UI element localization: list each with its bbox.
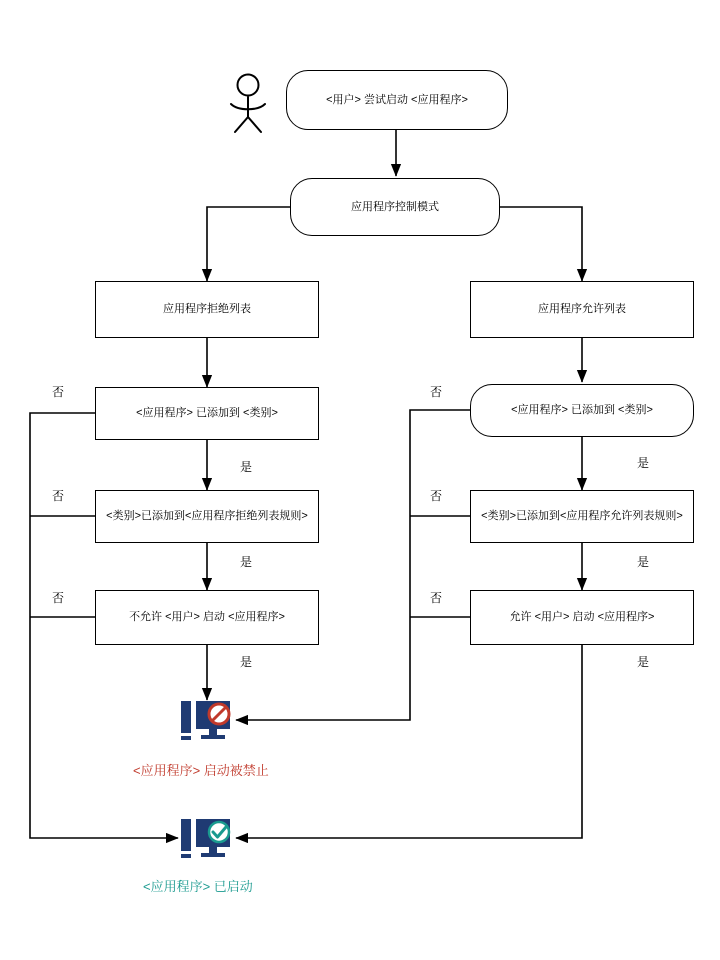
node-start: <用户> 尝试启动 <应用程序> [286,70,508,130]
node-denylist: 应用程序拒绝列表 [95,281,319,338]
edge-label-yes-allow-rule: 是 [637,555,650,569]
edge-label-no-allow-action: 否 [430,591,443,605]
node-allow-rule-check: <类别>已添加到<应用程序允许列表规则> [470,490,694,543]
node-deny-category-check: <应用程序> 已添加到 <类别> [95,387,319,440]
edge-label-no-deny-action: 否 [52,591,65,605]
edge-label-no-allow-rule: 否 [430,489,443,503]
outcome-label-blocked: <应用程序> 启动被禁止 [133,763,269,778]
monitor-blocked-icon [178,698,236,749]
node-allow-category-check: <应用程序> 已添加到 <类别> [470,384,694,437]
edge-label-yes-allow-action: 是 [637,655,650,669]
edge-label-yes-allow-category: 是 [637,456,650,470]
user-actor-icon [222,72,274,139]
node-deny-rule-check: <类别>已添加到<应用程序拒绝列表规则> [95,490,319,543]
monitor-allowed-icon [178,816,236,867]
node-deny-action: 不允许 <用户> 启动 <应用程序> [95,590,319,645]
edge-label-no-allow-category: 否 [430,385,443,399]
edge-label-no-deny-rule: 否 [52,489,65,503]
edge-label-yes-deny-category: 是 [240,460,253,474]
edge-label-yes-deny-action: 是 [240,655,253,669]
node-control-mode: 应用程序控制模式 [290,178,500,236]
edge-label-yes-deny-rule: 是 [240,555,253,569]
node-allow-action: 允许 <用户> 启动 <应用程序> [470,590,694,645]
outcome-label-started: <应用程序> 已启动 [143,879,253,894]
edge-label-no-deny-category: 否 [52,385,65,399]
node-allowlist: 应用程序允许列表 [470,281,694,338]
